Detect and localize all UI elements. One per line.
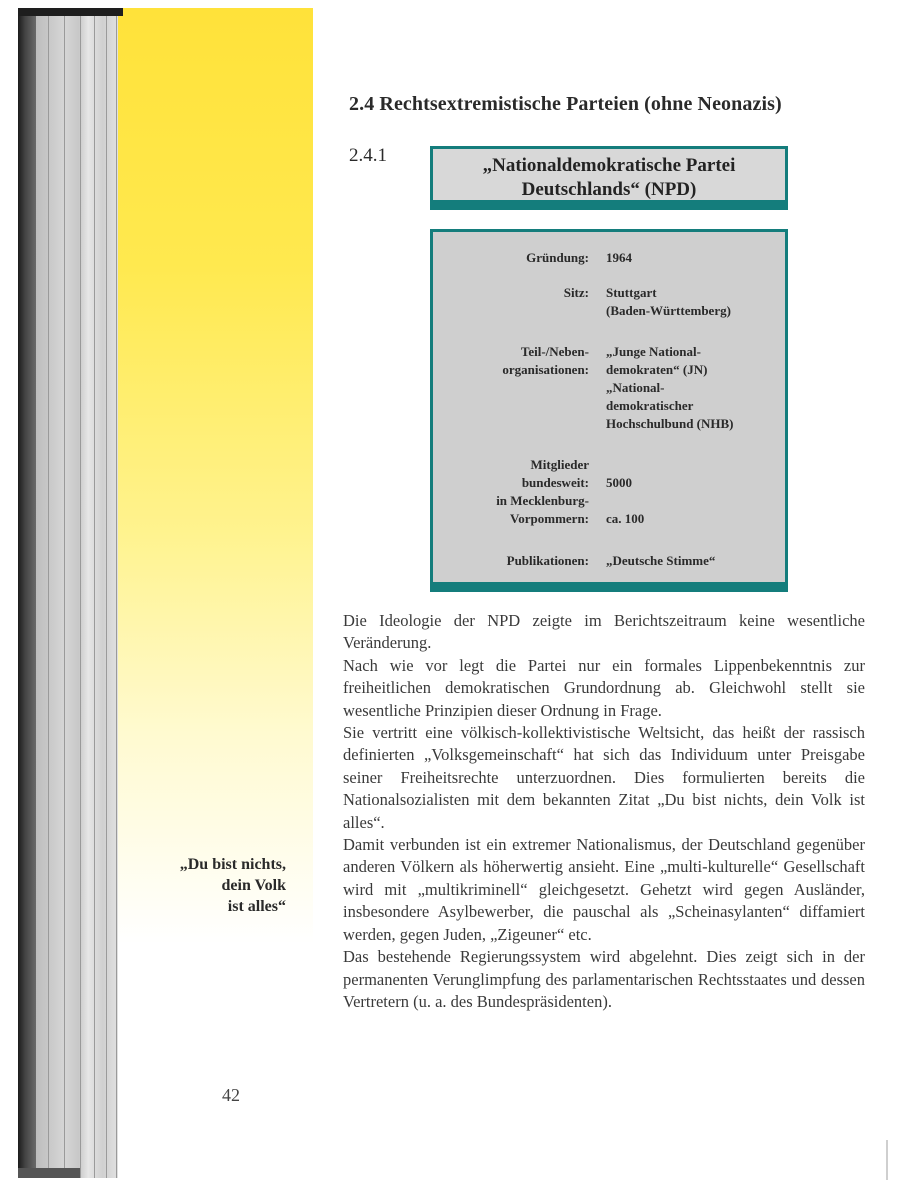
members-label-line2: bundesweit: — [521, 475, 589, 490]
body-paragraph: Sie vertritt eine völkisch-kollektivistische Weltsicht, das heißt der rassisch definierten „Volksgemeinschaft“ hat sich das Individuum unter Preisgabe seiner Freiheitsrechte unterzuordnen. Dies formulierten bereits die Nationalsozialisten mit dem bekannten Zitat „Du bist nichts, dein Volk ist alles“. — [343, 723, 865, 832]
members-label-line3: in Mecklenburg- — [496, 493, 589, 508]
orgs-value-line: Hochschulbund (NHB) — [606, 416, 734, 431]
body-paragraph: Die Ideologie der NPD zeigte im Berichtszeitraum keine wesentliche Veränderung. — [343, 611, 865, 653]
page-number: 42 — [222, 1085, 240, 1105]
scan-right-edge-mark — [886, 1140, 888, 1180]
margin-quote-line3: ist alles“ — [227, 898, 286, 915]
party-title-line1: „Nationaldemokratische Partei — [482, 155, 736, 176]
orgs-label-line2: organisationen: — [502, 362, 589, 377]
founding-value: 1964 — [606, 250, 632, 265]
orgs-value-line: demokraten“ (JN) — [606, 362, 708, 377]
scan-top-edge — [18, 8, 123, 16]
members-label-line4: Vorpommern: — [510, 511, 589, 526]
margin-quote — [134, 854, 286, 917]
members-federal-value: 5000 — [606, 475, 632, 490]
party-title — [433, 154, 785, 202]
margin-color-band — [118, 8, 313, 1178]
seat-label: Sitz: — [563, 285, 589, 300]
seat-value-line1: Stuttgart — [606, 285, 657, 300]
margin-quote-line2: dein Volk — [221, 877, 286, 894]
members-mv-value: ca. 100 — [606, 511, 645, 526]
party-info-box — [430, 229, 788, 592]
page-stack-edges — [36, 8, 131, 1178]
body-paragraph: Nach wie vor legt die Partei nur ein formales Lippenbekenntnis zur freiheitlichen demokratischen Grundordnung ab. Gleichwohl stellt sie wesentliche Prinzipien dieser Ordnung in Frage. — [343, 655, 865, 720]
body-text — [343, 610, 865, 1013]
orgs-label-line1: Teil-/Neben- — [520, 344, 589, 359]
orgs-value-line: „National- — [606, 380, 665, 395]
margin-quote-line1: „Du bist nichts, — [179, 856, 286, 873]
party-title-box — [430, 146, 788, 210]
publications-label: Publikationen: — [506, 553, 589, 568]
body-paragraph: Das bestehende Regierungssystem wird abgelehnt. Dies zeigt sich in der permanenten Verunglimpfung des parlamentarischen Rechtsstaates und dessen Vertretern (u. a. des Bundespräsidenten). — [343, 947, 865, 1011]
section-heading: 2.4 Rechtsextremistische Parteien (ohne Neonazis) — [349, 93, 782, 115]
title-box-bottom-bar — [433, 200, 785, 207]
subsection-number: 2.4.1 — [349, 145, 387, 166]
founding-label: Gründung: — [526, 250, 589, 265]
members-label-line1: Mitglieder — [530, 457, 589, 472]
body-paragraph: Damit verbunden ist ein extremer Nationalismus, der Deutschland gegenüber anderen Völkern als höherwertig ansieht. Eine „multi-kulturelle“ Gesellschaft wird mit „multikriminell“ gleichgesetzt. Gehetzt wird gegen Ausländer, insbesondere Asylbewerber, die pauschal als „Scheinasylanten“ diffamiert werden, gegen Juden, „Zigeuner“ etc. — [343, 835, 865, 944]
orgs-value-line: „Junge National- — [606, 344, 701, 359]
scan-binding-shadow — [18, 8, 36, 1178]
seat-value-line2: (Baden-Württemberg) — [606, 303, 731, 318]
scan-bottom-edge — [18, 1168, 80, 1178]
publications-value: „Deutsche Stimme“ — [606, 553, 716, 568]
party-title-line2: Deutschlands“ (NPD) — [521, 179, 697, 200]
info-box-bottom-bar — [433, 582, 785, 589]
orgs-value-line: demokratischer — [606, 398, 694, 413]
